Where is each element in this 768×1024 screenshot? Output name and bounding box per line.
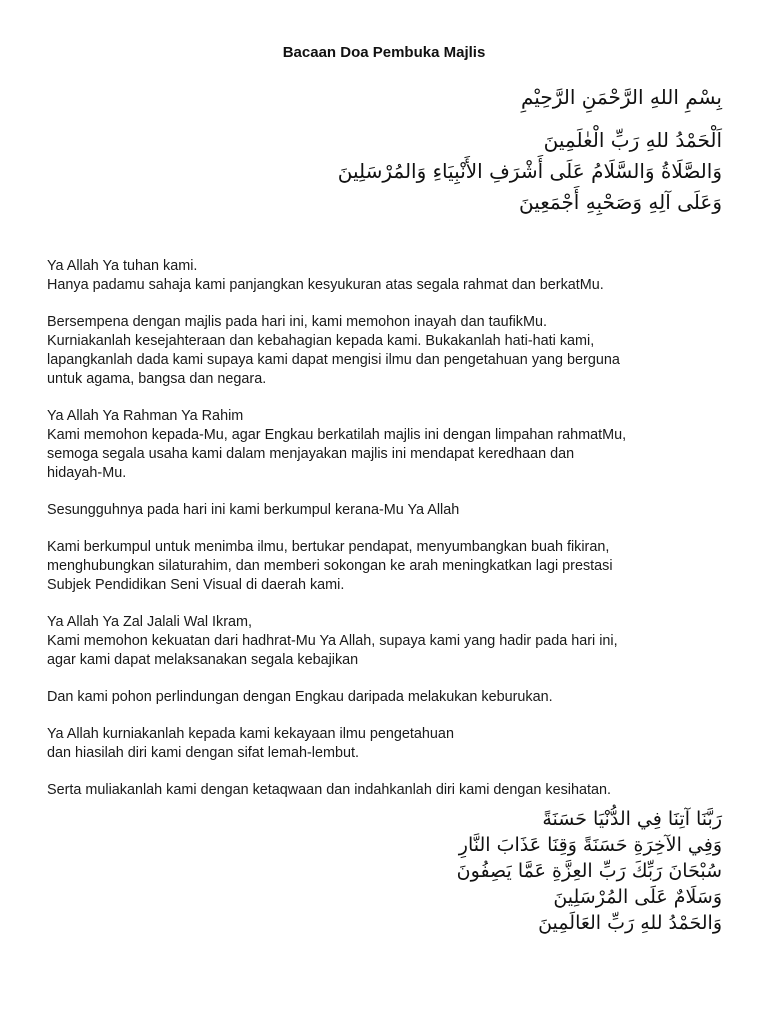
arabic-closing-line: رَبَّنَا آتِنَا فِي الدُّنْيَا حَسَنَةً: [542, 808, 722, 830]
text-line: Ya Allah Ya Rahman Ya Rahim: [47, 408, 244, 424]
text-line: Subjek Pendidikan Seni Visual di daerah kami.: [47, 577, 345, 593]
doa-body: [47, 257, 737, 818]
arabic-opening-line: وَعَلَى آلِهِ وَصَحْبِهِ أَجْمَعِينَ: [518, 190, 722, 214]
text-line: Ya Allah kurniakanlah kepada kami kekayaan ilmu pengetahuan: [47, 726, 454, 742]
text-line: Kami berkumpul untuk menimba ilmu, bertukar pendapat, menyumbangkan buah fikiran,: [47, 539, 610, 555]
text-line: agar kami dapat melaksanakan segala kebajikan: [47, 652, 359, 668]
text-line: Serta muliakanlah kami dengan ketaqwaan dan indahkanlah diri kami dengan kesihatan.: [47, 782, 612, 798]
paragraph-greeting: [47, 257, 737, 295]
arabic-opening-block: [338, 82, 722, 218]
arabic-opening-line: بِسْمِ اللهِ الرَّحْمَنِ الرَّحِيْمِ: [520, 85, 722, 109]
arabic-closing-line: وَفِي الآخِرَةِ حَسَنَةً وَقِنَا عَذَابَ النَّارِ: [458, 834, 722, 856]
paragraph-sesungguhnya: [47, 501, 737, 520]
arabic-closing-block: [457, 806, 722, 936]
paragraph-perlindungan: [47, 688, 737, 707]
text-line: Ya Allah Ya Zal Jalali Wal Ikram,: [47, 614, 253, 630]
text-line: Kurniakanlah kesejahteraan dan kebahagian kepada kami. Bukakanlah hati-hati kami,: [47, 333, 595, 349]
text-line: Ya Allah Ya tuhan kami.: [47, 258, 198, 274]
paragraph-bersempena: [47, 313, 737, 389]
paragraph-kurniakanlah: [47, 725, 737, 763]
text-line: Bersempena dengan majlis pada hari ini, kami memohon inayah dan taufikMu.: [47, 314, 547, 330]
text-line: Kami memohon kepada-Mu, agar Engkau berkatilah majlis ini dengan limpahan rahmatMu,: [47, 427, 627, 443]
arabic-opening-line: وَالصَّلَاةُ وَالسَّلَامُ عَلَى أَشْرَفِ الأَنْبِيَاءِ وَالمُرْسَلِينَ: [337, 159, 722, 183]
text-line: Kami memohon kekuatan dari hadhrat-Mu Ya Allah, supaya kami yang hadir pada hari ini,: [47, 633, 618, 649]
arabic-closing-line: وَالحَمْدُ للهِ رَبِّ العَالَمِينَ: [538, 912, 722, 934]
text-line: lapangkanlah dada kami supaya kami dapat mengisi ilmu dan pengetahuan yang berguna: [47, 352, 620, 368]
text-line: Hanya padamu sahaja kami panjangkan kesyukuran atas segala rahmat dan berkatMu.: [47, 277, 604, 293]
arabic-closing-line: وَسَلَامٌ عَلَى المُرْسَلِينَ: [553, 886, 722, 908]
paragraph-berkumpul: [47, 538, 737, 595]
arabic-opening-line: اَلْحَمْدُ للهِ رَبِّ الْعٰلَمِينَ: [543, 128, 722, 152]
text-line: untuk agama, bangsa dan negara.: [47, 371, 267, 387]
paragraph-zal-jalali: [47, 613, 737, 670]
text-line: menghubungkan silaturahim, dan memberi sokongan ke arah meningkatkan lagi prestasi: [47, 558, 613, 574]
document-title: Bacaan Doa Pembuka Majlis: [282, 44, 486, 61]
text-line: Sesungguhnya pada hari ini kami berkumpul kerana-Mu Ya Allah: [47, 502, 460, 518]
text-line: hidayah-Mu.: [47, 465, 127, 481]
text-line: Dan kami pohon perlindungan dengan Engkau daripada melakukan keburukan.: [47, 689, 553, 705]
arabic-opening-spacer: [338, 113, 722, 125]
arabic-closing-line: سُبْحَانَ رَبِّكَ رَبِّ العِزَّةِ عَمَّا يَصِفُونَ: [456, 860, 722, 882]
paragraph-muliakanlah: [47, 781, 737, 800]
text-line: dan hiasilah diri kami dengan sifat lemah-lembut.: [47, 745, 359, 761]
paragraph-rahman-rahim: [47, 407, 737, 483]
text-line: semoga segala usaha kami dalam menjayakan majlis ini mendapat keredhaan dan: [47, 446, 575, 462]
